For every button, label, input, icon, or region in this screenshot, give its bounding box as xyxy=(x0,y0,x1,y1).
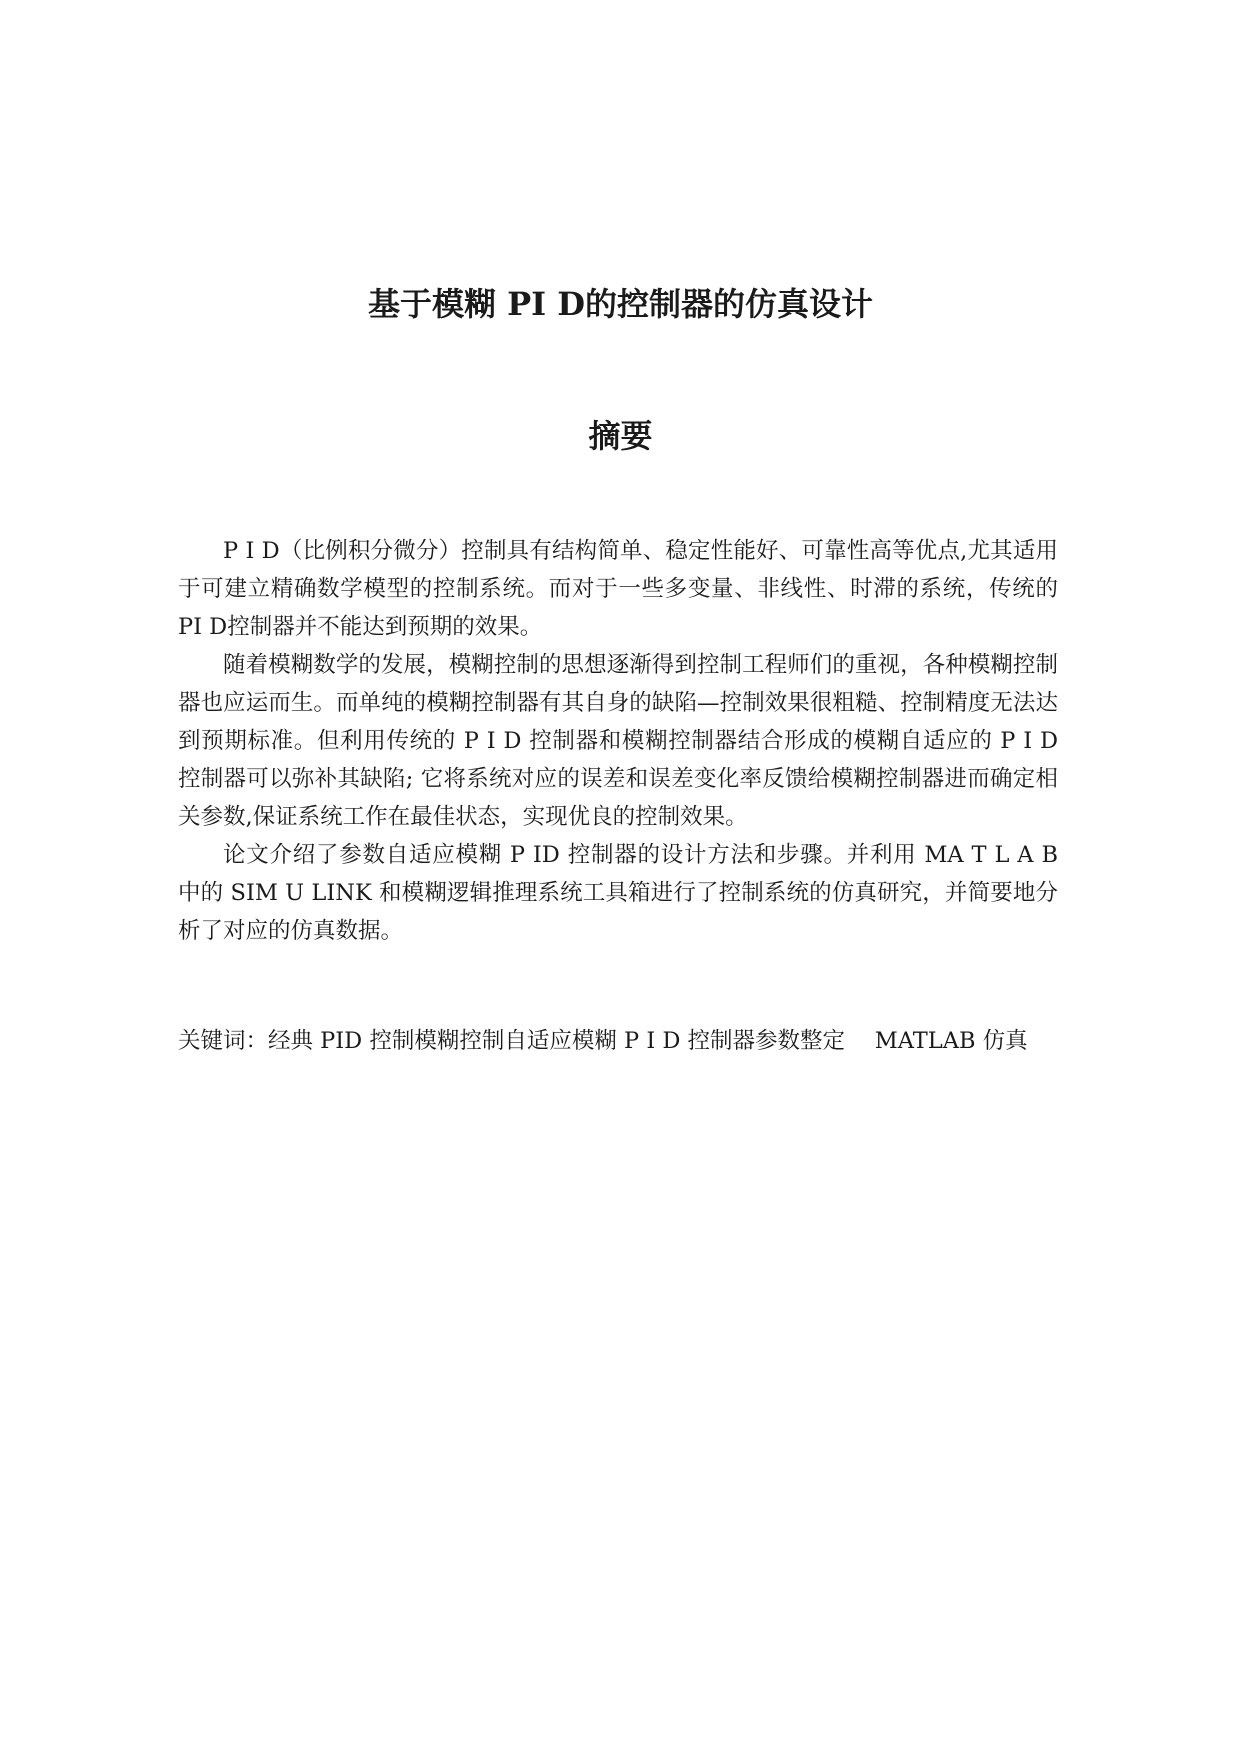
keywords-line: 关键词：经典 PID 控制模糊控制自适应模糊 P I D 控制器参数整定 MATLAB 仿真 xyxy=(178,1028,1028,1054)
abstract-body xyxy=(178,532,1058,950)
abstract-paragraph: 随着模糊数学的发展，模糊控制的思想逐渐得到控制工程师们的重视，各种模糊控制器也应运而生。而单纯的模糊控制器有其自身的缺陷—控制效果很粗糙、控制精度无法达到预期标准。但利用传统的 P I D 控制器和模糊控制器结合形成的模糊自适应的 P I D 控制器可以弥补其缺陷; 它将系统对应的误差和误差变化率反馈给模糊控制器进而确定相关参数,保证系统工作在最佳状态，实现优良的控制效果。 xyxy=(178,652,1058,830)
abstract-heading: 摘要 xyxy=(588,417,653,455)
document-title: 基于模糊 PI D的控制器的仿真设计 xyxy=(367,285,874,323)
abstract-paragraph: 论文介绍了参数自适应模糊 P ID 控制器的设计方法和步骤。并利用 MA T L A B 中的 SIM U LINK 和模糊逻辑推理系统工具箱进行了控制系统的仿真研究，并简要地分析了对应的仿真数据。 xyxy=(178,842,1058,944)
abstract-paragraph: P I D（比例积分微分）控制具有结构简单、稳定性能好、可靠性高等优点,尤其适用于可建立精确数学模型的控制系统。而对于一些多变量、非线性、时滞的系统，传统的 PI D控制器并不能达到预期的效果。 xyxy=(178,538,1058,640)
